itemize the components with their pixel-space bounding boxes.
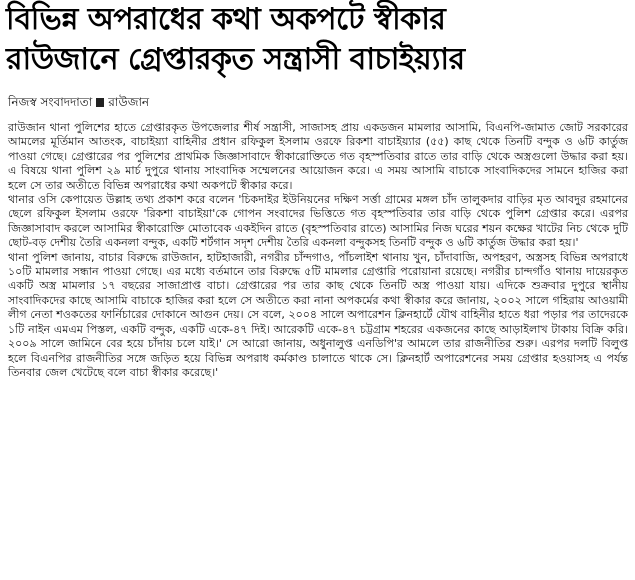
- article-paragraph-1: রাউজান থানা পুলিশের হাতে গ্রেপ্তারকৃত উপজেলার শীর্ষ সন্ত্রাসী, সাজাসহ প্রায় একডজন মামলার আসামি, বিএনপি-জামাত জোট সরকারের আমলের মূর্তিমান আতংক, বাচাইয়্যা বাহিনীর প্রধান রফিকুল ইসলাম ওরফে রিকশা বাচাইয়্যার (৫৫) কাছ থেকে তিনটি বন্দুক ও ৬টি কার্তুজ পাওয়া গেছে। গ্রেপ্তারের পর পুলিশের প্রাথমিক জিজ্ঞাসাবাদে স্বীকারোক্তিতে গত বৃহস্পতিবার রাতে তার বাড়ি থেকে অস্ত্রগুলো উদ্ধার করা হয়। এ বিষয়ে থানা পুলিশ ২৯ মার্চ দুপুরে থানায় সাংবাদিক সম্মেলনের আয়োজন করে। এ সময় আসামি বাচাকে সাংবাদিকদের সামনে হাজির করা হলে সে তার অতীতে বিভিন্ন অপরাধের কথা অকপটে স্বীকার করে।: [8, 121, 628, 192]
- article-body: [8, 121, 628, 380]
- byline-separator: [96, 98, 104, 107]
- article-paragraph-2: থানার ওসি কেপায়েত উল্লাহ তথ্য প্রকাশ করে বলেন 'চিকদাইর ইউনিয়নের দক্ষিণ সর্ত্তা গ্রামের মঙ্গল চাঁদ তালুকদার বাড়ির মৃত আবদুর রহমানের ছেলে রফিকুল ইসলাম ওরফে 'রিকশা বাচাইয়া'কে গোপন সংবাদের ভিত্তিতে গত বৃহস্পতিবার তার বাড়ি থেকে পুলিশ গ্রেপ্তার করে। এরপর জিজ্ঞাসাবাদ করলে আসামির স্বীকারোক্তি মোতাবেক একইদিন রাতে (বৃহস্পতিবার রাতে) আসামির নিজ ঘরের শয়ন কক্ষের খাটের নিচ থেকে দুটি ছোট-বড় দেশীয় তৈরি একনলা বন্দুক, একটি শর্টগান সদৃশ দেশীয় তৈরি একনলা বন্দুকসহ তিনটি বন্দুক ও ৬টি কার্তুজ উদ্ধার করা হয়।': [8, 193, 628, 250]
- byline: [8, 94, 149, 110]
- reporter-credit: নিজস্ব সংবাদদাতা: [8, 95, 93, 109]
- article-paragraph-3: থানা পুলিশ জানায়, বাচার বিরুদ্ধে রাউজান, হাটহাজারী, নগরীর চাঁন্দগাও, পাঁচলাইশ থানায় খুন, চাঁদাবাজি, অপহরণ, অস্ত্রসহ বিভিন্ন অপরাধে ১০টি মামলার সন্ধান পাওয়া গেছে। এর মধ্যে বর্তমানে তার বিরুদ্ধে ৫টি মামলার গ্রেপ্তারি পরোয়ানা রয়েছে। নগরীর চান্দগাঁও থানায় দায়েরকৃত একটি অস্ত্র মামলার ১৭ বছরের সাজাপ্রাপ্ত বাচা। গ্রেপ্তারের পর তার কাছ থেকে তিনটি অস্ত্র পাওয়া যায়। এদিকে শুক্রবার দুপুরে স্থানীয় সাংবাদিকদের কাছে আসামি বাচাকে হাজির করা হলে সে অতীতে করা নানা অপকর্মের কথা স্বীকার করে জানায়, ২০০২ সালে গহিরায় আওয়ামী লীগ নেতা শওকতের ফার্নিচারের দোকানে আগুন দেয়। সে বলে, ২০০৪ সালে অপারেশন ক্লিনহার্টে যৌথ বাহিনীর হাতে ধরা পড়ার পর তাদেরকে ১টি নাইন এমএম পিস্তল, একটি বন্দুক, একটি একে-৪৭ দিই। আরেকটি একে-৪৭ চট্টগ্রাম শহরের একজনের কাছে আড়াইলাখ টাকায় বিক্রি করি। ২০০৯ সালে জামিনে বের হয়ে চাঁদায় চলে যাই।' সে আরো জানায়, অধুনালুপ্ত এনডিপি'র আমলে তার রাজনীতির শুরু। এরপর দলটি বিলুপ্ত হলে বিএনপির রাজনীতির সঙ্গে জড়িত হয়ে বিভিন্ন অপরাধ কর্মকাণ্ড চালাতে থাকে সে। ক্লিনহার্ট অপারেশনের সময় গ্রেপ্তার হওয়াসহ এ পর্যন্ত তিনবার জেল খেটেছে বলে বাচা স্বীকার করেছে।': [8, 250, 628, 379]
- dateline-location: রাউজান: [108, 95, 150, 109]
- headline-line-1: বিভিন্ন অপরাধের কথা অকপটে স্বীকার: [6, 2, 446, 37]
- headline-line-2: রাউজানে গ্রেপ্তারকৃত সন্ত্রাসী বাচাইয়্যার: [6, 42, 465, 77]
- headline: [0, 0, 635, 80]
